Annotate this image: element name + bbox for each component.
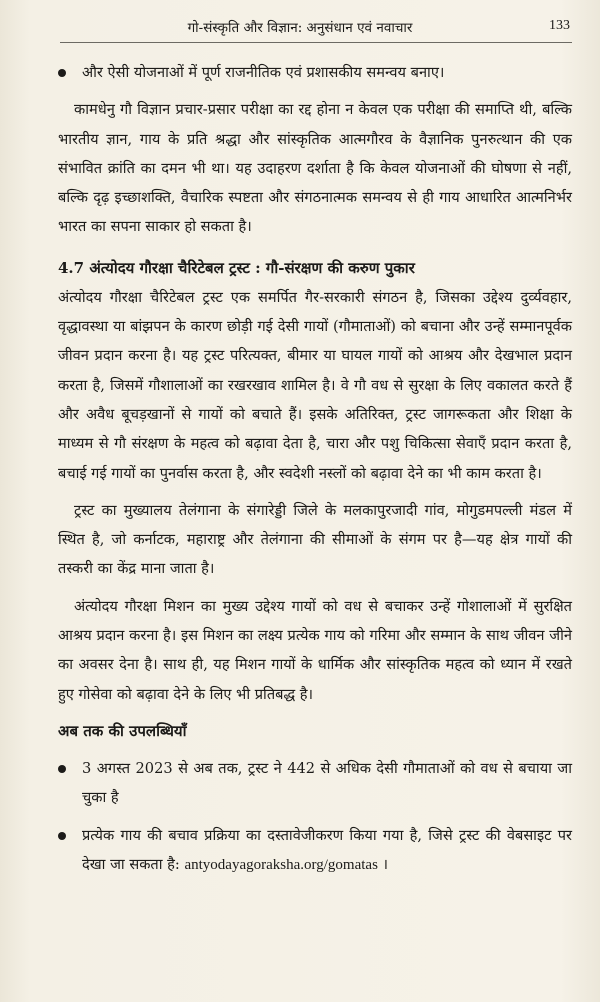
bullet-text: और ऐसी योजनाओं में पूर्ण राजनीतिक एवं प्रशासकीय समन्वय बनाए। [82,64,445,81]
header-rule [60,42,572,43]
page-content [58,58,572,880]
sentence-end-mark: । [382,855,389,873]
bullet-dot-icon [58,69,66,77]
achievement-item [58,821,572,881]
page-number: 133 [549,18,570,33]
website-link[interactable]: antyodayagoraksha.org/gomatas [184,856,378,873]
paragraph-kamdhenu: कामधेनु गौ विज्ञान प्रचार-प्रसार परीक्षा का रद्द होना न केवल एक परीक्षा की समाप्ति थी, बल्कि भारतीय ज्ञान, गाय के प्रति श्रद्धा और सांस्कृतिक आत्मगौरव के वैज्ञानिक पुनरुत्थान की एक संभावित क्रांति का दमन भी था। यह उदाहरण दर्शाता है कि केवल योजनाओं की घोषणा से नहीं, बल्कि दृढ़ इच्छाशक्ति, वैचारिक स्पष्टता और संगठनात्मक समन्वय से ही गाय आधारित आत्मनिर्भर भारत का सपना साकार हो सकता है। [58,101,572,236]
running-header [0,14,600,40]
achievement-text: प्रत्येक गाय की बचाव प्रक्रिया का दस्तावेजीकरण किया गया है, जिसे ट्रस्ट की वेबसाइट पर देखा जा सकता है: [82,826,572,873]
paragraph-trust: अंत्योदय गौरक्षा चैरिटेबल ट्रस्ट एक समर्पित गैर-सरकारी संगठन है, जिसका उद्देश्य दुर्व्यवहार, वृद्धावस्था या बांझपन के कारण छोड़ी गई देसी गायों (गौमाताओं) को बचाना और उन्हें सम्मानपूर्वक जीवन प्रदान करना है। यह ट्रस्ट परित्यक्त, बीमार या घायल गायों को आश्रय और देखभाल प्रदान करता है, जिसमें गौशालाओं का रखरखाव शामिल है। वे गौ वध से सुरक्षा के लिए वकालत करते हैं और अवैध बूचड़खानों से गायों को बचाते हैं। इसके अतिरिक्त, ट्रस्ट जागरूकता और शिक्षा के माध्यम से गौ संरक्षण के महत्व को बढ़ावा देता है, चारा और पशु चिकित्सा सेवाएँ प्रदान करता है, बचाई गई गायों का पुनर्वास करता है, और स्वदेशी नस्लों को बढ़ावा देने का भी काम करता है। [58,288,572,482]
achievements-heading: अब तक की उपलब्धियाँ [58,721,187,740]
bullet-dot-icon [58,832,66,840]
achievement-text: 3 अगस्त 2023 से अब तक, ट्रस्ट ने 442 से अधिक देसी गौमाताओं को वध से बचाया जा चुका है [82,759,572,807]
header-title: गो-संस्कृति और विज्ञान: अनुसंधान एवं नवाचार [187,20,413,36]
achievement-item [58,754,572,813]
section-heading: 4.7 अंत्योदय गौरक्षा चैरिटेबल ट्रस्ट : गौ-संरक्षण की करुण पुकार [58,258,415,277]
bullet-dot-icon [58,765,66,773]
bullet-item [58,58,572,87]
paragraph-mission: अंत्योदय गौरक्षा मिशन का मुख्य उद्देश्य गायों को वध से बचाकर उन्हें गोशालाओं में सुरक्षित आश्रय प्रदान करना है। इस मिशन का लक्ष्य प्रत्येक गाय को गरिमा और सम्मान के साथ जीवन जीने का अवसर देना है। साथ ही, यह मिशन गायों के धार्मिक और सांस्कृतिक महत्व को ध्यान में रखते हुए गोसेवा को बढ़ावा देने के लिए भी प्रतिबद्ध है। [58,597,572,703]
paragraph-headquarters: ट्रस्ट का मुख्यालय तेलंगाना के संगारेड्डी जिले के मलकापुरजादी गांव, मोगुडमपल्ली मंडल में स्थित है, जो कर्नाटक, महाराष्ट्र और तेलंगाना की सीमाओं के संगम पर है—यह क्षेत्र गायों की तस्करी का केंद्र माना जाता है। [58,501,572,578]
